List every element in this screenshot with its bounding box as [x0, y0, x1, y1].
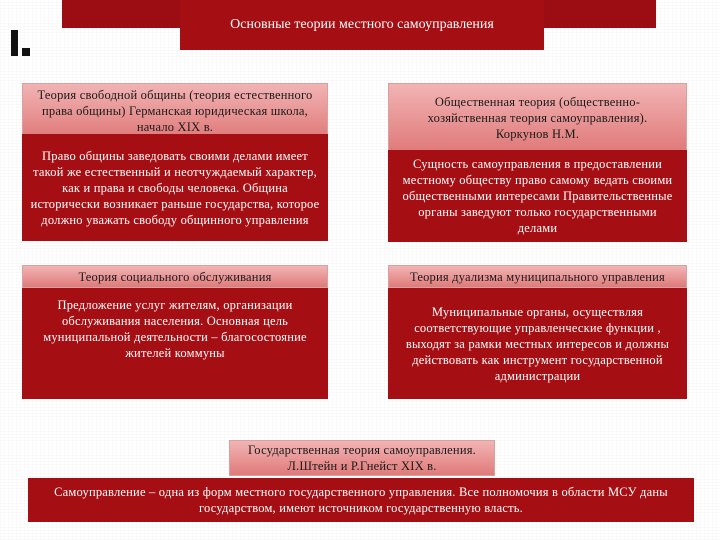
slide-logo [8, 27, 38, 62]
theory-social-service-name: Теория социального обслуживания [22, 265, 328, 288]
state-theory-description: Самоуправление – одна из форм местного государственного управления. Все полномочия в области МСУ даны государством, имеют источником государственную власть. [28, 478, 694, 522]
theory-dualism-description: Муниципальные органы, осуществляя соответствующие управленческие функции , выходят за рамки местных интересов и должны действовать как инструмент государственной администрации [388, 288, 687, 399]
logo-letter-icon [8, 27, 38, 57]
theory-dualism-name: Теория дуализма муниципального управления [388, 265, 687, 288]
page-title: Основные теории местного самоуправления [180, 0, 544, 50]
theory-social-service-description: Предложение услуг жителям, организации обслуживания населения. Основная цель муниципальной деятельности – благосостояние жителей коммуны [22, 288, 328, 399]
theory-free-community-name: Теория свободной общины (теория естественного права общины) Германская юридическая школа, начало XIX в. [22, 83, 328, 139]
theory-free-community-description: Право общины заведовать своими делами имеет такой же естественный и неотчуждаемый характер, как и права и свободы человека. Община исторически возникает раньше государства, которое должно уважать свободу общинного управления [22, 134, 328, 241]
theory-public-description: Сущность самоуправления в предоставлении местному обществу право самому ведать своими общественными интересами Правительственные органы заведуют только государственными делами [388, 150, 687, 242]
state-theory-name: Государственная теория самоуправления. Л.Штейн и Р.Гнейст XIX в. [229, 440, 495, 476]
theory-public-name: Общественная теория (общественно-хозяйственная теория самоуправления). Коркунов Н.М. [388, 83, 687, 152]
